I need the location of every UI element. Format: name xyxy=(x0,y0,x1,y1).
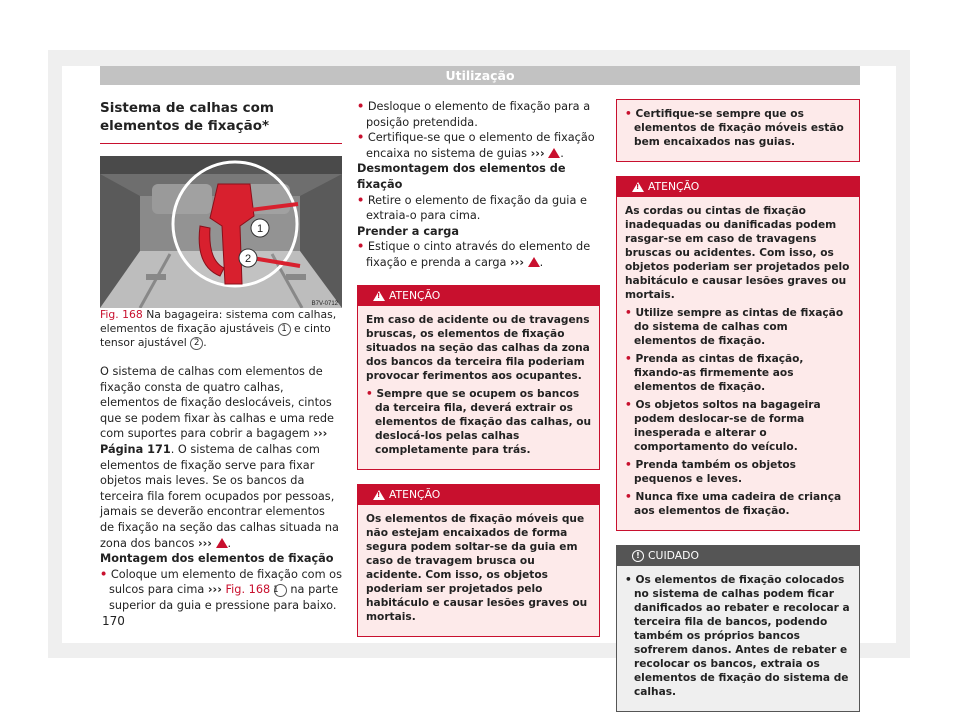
bullet-icon: • xyxy=(625,574,632,586)
bullet-icon: • xyxy=(357,240,365,254)
column-left xyxy=(100,99,342,614)
warning-box-body xyxy=(617,100,859,161)
column-middle xyxy=(357,99,600,651)
bullet-text: Coloque um elemento de fixação com os sulcos para cima xyxy=(109,567,342,597)
warning-icon xyxy=(373,291,385,301)
warning-text: As cordas ou cintas de fixação inadequadas ou danificadas podem rasgar-se em caso de travagens bruscas ou acidentes. Com isso, os objetos poderiam ser projetados pelo habitáculo e causar lesões graves ou mortais. xyxy=(625,205,850,301)
bullet-text: Estique o cinto através do elemento de fixação e prenda a carga xyxy=(366,240,591,269)
chapter-header: Utilização xyxy=(100,66,860,85)
bullet-text: Certifique-se que o elemento de fixação encaixa no sistema de guias xyxy=(366,131,595,160)
list-item xyxy=(625,458,852,486)
load-heading: Prender a carga xyxy=(357,224,459,238)
caution-title: CUIDADO xyxy=(648,549,699,562)
mount-heading: Montagem dos elementos de fixação xyxy=(100,552,334,566)
warning-icon xyxy=(548,148,560,158)
figure-label: Fig. 168 xyxy=(100,308,143,321)
bullet-icon: • xyxy=(625,307,632,319)
bullet-text: Certifique-se sempre que os elementos de fixação móveis estão bem encaixados nas guias. xyxy=(634,108,844,148)
warning-box-header xyxy=(617,177,859,197)
figure-code: B7V-0712 xyxy=(311,301,338,307)
bullet-text: Retire o elemento de fixação da guia e extraia-o para cima. xyxy=(366,193,587,223)
list-item xyxy=(366,387,592,457)
figure-168 xyxy=(100,156,342,308)
warning-text: Em caso de acidente ou de travagens bruscas, os elementos de fixação situados na seção das calhas da zona dos bancos da terceira fila poderiam provocar ferimentos aos ocupantes. xyxy=(366,313,590,382)
warning-icon xyxy=(528,257,540,267)
intro-paragraph xyxy=(100,364,342,551)
bullet-icon: • xyxy=(625,459,632,471)
bullet-text: Prenda também os objetos pequenos e leves. xyxy=(634,459,796,485)
warning-box-continued xyxy=(616,99,860,162)
intro-text: . O sistema de calhas com elementos de fixação serve para fixar objetos mais leves. Se os bancos da terceira fila forem ocupados por pessoas, jamais se deverão encontrar elementos de fixação na seção das calhas situada na zona dos bancos xyxy=(100,442,339,550)
list-item xyxy=(625,352,852,394)
warning-box-body xyxy=(358,505,599,636)
bullet-text: Os elementos de fixação colocados no sistema de calhas podem ficar danificados ao rebater e recolocar a terceira fila de bancos, podendo também os próprios bancos sofrerem danos. Antes de rebater e recolocar os bancos, extraia os elementos de fixação do sistema de calhas. xyxy=(634,574,850,698)
figure-callout-1: 1 xyxy=(256,223,264,235)
list-item xyxy=(625,490,852,518)
page-reference-link[interactable]: ››› Página 171 xyxy=(100,427,328,456)
warning-reference-arrow[interactable]: ››› xyxy=(530,146,545,160)
bullet-icon: • xyxy=(100,567,108,581)
bullet-icon: • xyxy=(625,399,632,411)
list-item xyxy=(357,130,600,161)
caution-box xyxy=(616,545,860,712)
bullet-end: . xyxy=(539,255,544,269)
figure-callout-2: 2 xyxy=(244,253,252,265)
caption-end: . xyxy=(203,336,207,349)
list-item xyxy=(357,239,600,270)
section-title: Sistema de calhas com elementos de fixação* xyxy=(100,99,342,144)
warning-icon xyxy=(373,490,385,500)
warning-box-body xyxy=(358,306,599,469)
bullet-icon: • xyxy=(357,100,365,113)
bullet-icon: • xyxy=(625,353,632,365)
warning-icon xyxy=(632,182,644,192)
cargo-rail-illustration xyxy=(100,156,342,308)
warning-text: Os elementos de fixação móveis que não estejam encaixados de forma segura podem soltar-se da guia em caso de travagem brusca ou acidente. Com isso, os objetos poderiam ser projetados pelo habitáculo e causar lesões graves ou mortais. xyxy=(366,512,588,623)
intro-text: O sistema de calhas com elementos de fixação consta de quatro calhas, elementos de fixação deslocáveis, cintos que se podem fixar às calhas e uma rede com suportes para cobrir a bagagem xyxy=(100,365,334,441)
bullet-text: na parte superior da guia e pressione para baixo. xyxy=(109,583,339,612)
caution-box-header xyxy=(617,546,859,566)
bullet-icon: • xyxy=(357,193,365,207)
bullet-text: Os objetos soltos na bagageira podem deslocar-se de forma inesperada e alterar o comportamento do veículo. xyxy=(634,399,821,453)
callout-1: 1 xyxy=(278,323,291,336)
warning-box xyxy=(357,484,600,637)
figure-caption xyxy=(100,308,342,350)
caption-text: e cinto tensor ajustável xyxy=(100,322,331,349)
warning-title: ATENÇÃO xyxy=(648,180,700,193)
warning-reference-arrow[interactable]: ››› xyxy=(510,255,525,269)
callout-1: 1 xyxy=(274,584,287,597)
bullet-text: Prenda as cintas de fixação, fixando-as firmemente aos elementos de fixação. xyxy=(634,353,804,393)
warning-box-header xyxy=(358,485,599,505)
warning-icon xyxy=(216,538,228,548)
bullet-text: Desloque o elemento de fixação para a posição pretendida. xyxy=(366,100,591,129)
dismount-heading: Desmontagem dos elementos de fixação xyxy=(357,162,566,191)
callout-2: 2 xyxy=(190,337,203,350)
warning-box-body xyxy=(617,197,859,530)
warning-reference-arrow[interactable]: ››› xyxy=(197,536,212,550)
caution-box-body xyxy=(617,566,859,711)
bullet-text: Nunca fixe uma cadeira de criança aos elementos de fixação. xyxy=(634,491,842,517)
list-item xyxy=(625,306,852,348)
intro-end: . xyxy=(227,536,232,550)
figure-reference-link[interactable]: Fig. 168 xyxy=(225,583,271,597)
bullet-text: Sempre que se ocupem os bancos da terceira fila, deverá extrair os elementos de fixação das calhas, ou deslocá-los pelas calhas completamente para trás. xyxy=(375,387,592,456)
caption-text: Na bagageira: sistema com calhas, elementos de fixação ajustáveis xyxy=(100,308,337,335)
list-item xyxy=(100,567,342,614)
warning-title: ATENÇÃO xyxy=(389,487,441,501)
info-icon: ! xyxy=(632,550,644,562)
column-right xyxy=(616,99,860,726)
list-item xyxy=(625,107,852,149)
list-item xyxy=(625,398,852,454)
warning-box-header xyxy=(358,286,599,306)
bullet-end: . xyxy=(560,146,564,160)
bullet-icon: • xyxy=(625,108,632,120)
list-item xyxy=(357,99,600,130)
bullet-icon: • xyxy=(357,131,365,145)
bullet-icon: • xyxy=(625,491,632,503)
warning-title: ATENÇÃO xyxy=(389,288,441,302)
figure-reference-arrow[interactable]: ››› xyxy=(207,583,222,597)
list-item xyxy=(357,193,600,224)
page-number: 170 xyxy=(102,614,125,628)
warning-box xyxy=(616,176,860,531)
list-item xyxy=(625,573,852,699)
bullet-text: Utilize sempre as cintas de fixação do sistema de calhas com elementos de fixação. xyxy=(634,307,844,347)
warning-box xyxy=(357,285,600,470)
bullet-icon: • xyxy=(366,387,373,400)
